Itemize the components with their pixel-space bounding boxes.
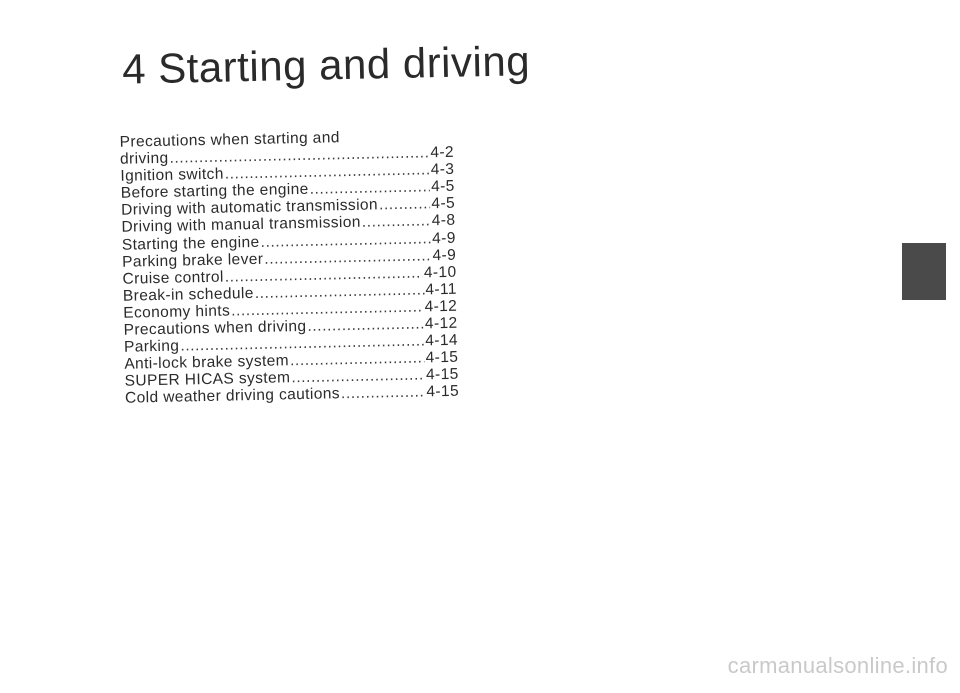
toc-entry-page: 4-15 <box>425 366 459 384</box>
toc-entry-label: Break-in schedule <box>122 284 254 305</box>
toc-entry-label: Anti-lock brake system <box>124 352 290 373</box>
toc-entry-page: 4-3 <box>430 160 455 179</box>
toc-entry-page: 4-9 <box>432 246 457 264</box>
toc-entry-label: Cruise control <box>122 268 224 288</box>
toc-entry-page: 4-12 <box>424 314 458 333</box>
toc-entry-label: Parking brake lever <box>122 250 264 271</box>
table-of-contents <box>120 127 460 407</box>
toc-entry-label: Cold weather driving cautions <box>124 385 341 408</box>
toc-entry-page: 4-15 <box>425 348 459 367</box>
toc-entry-label: Starting the engine <box>121 233 260 254</box>
toc-entry-page: 4-11 <box>425 280 458 299</box>
toc-entry-label: SUPER HICAS system <box>124 369 291 391</box>
toc-entry-page: 4-2 <box>430 143 455 162</box>
toc-entry-page: 4-5 <box>431 195 456 213</box>
toc-entry-first-line: Precautions when starting and <box>119 129 340 151</box>
toc-entry-page: 4-14 <box>425 331 459 350</box>
toc-entry-page: 4-5 <box>430 178 455 196</box>
dot-leader <box>341 384 426 403</box>
toc-entry-label: Precautions when driving <box>123 317 307 339</box>
toc-entry-page: 4-12 <box>424 297 458 316</box>
watermark-text: carmanualsonline.info <box>727 653 948 678</box>
section-tab-marker <box>902 243 946 300</box>
dot-leader <box>379 196 431 214</box>
toc-entry-label: Before starting the engine <box>120 181 309 203</box>
chapter-title: 4 Starting and driving <box>121 37 531 93</box>
toc-entry-page: 4-10 <box>423 263 457 282</box>
toc-entry-page: 4-8 <box>431 212 456 230</box>
toc-entry-label: Driving with automatic transmission <box>120 196 379 220</box>
toc-entry-label: Economy hints <box>123 302 231 322</box>
toc-entry-label: Driving with manual transmission <box>121 214 361 237</box>
toc-entry-page: 4-15 <box>426 383 460 401</box>
toc-entry-page: 4-9 <box>431 229 456 247</box>
toc-entry-label: Ignition switch <box>120 165 224 185</box>
dot-leader <box>362 213 431 232</box>
toc-entry-label: Parking <box>123 337 180 356</box>
toc-entry-label: driving <box>119 149 169 168</box>
